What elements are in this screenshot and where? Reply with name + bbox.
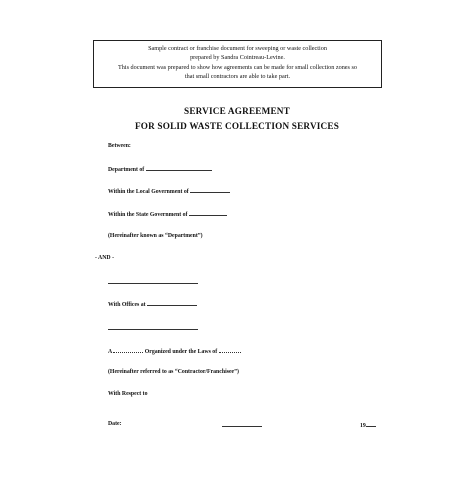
state-government-blank[interactable]	[189, 210, 227, 216]
date-blank-line	[222, 421, 262, 429]
date-label: Date:	[108, 421, 122, 427]
organized-under-field: A Organized under the Laws of	[108, 347, 241, 355]
hereinafter-department-text: (Hereinafter known as “Department”)	[108, 233, 203, 239]
with-respect-to-label: With Respect to	[108, 391, 148, 397]
hereinafter-contractor-text: (Hereinafter referred to as “Contractor/Franchisee”)	[108, 369, 239, 375]
state-government-field: Within the State Government of	[108, 210, 227, 218]
year-blank[interactable]	[366, 421, 376, 427]
placeholder-blank-line-2	[108, 324, 198, 332]
local-government-field: Within the Local Government of	[108, 187, 230, 195]
notice-line-2: prepared by Sandra Cointreau-Levine.	[190, 54, 285, 62]
name-blank[interactable]	[108, 278, 198, 284]
entity-type-blank[interactable]	[113, 347, 143, 353]
and-separator: - AND -	[95, 255, 114, 261]
department-blank[interactable]	[146, 165, 212, 171]
address-blank[interactable]	[108, 324, 198, 330]
document-subtitle: FOR SOLID WASTE COLLECTION SERVICES	[134, 121, 340, 131]
notice-box	[93, 40, 382, 88]
local-government-blank[interactable]	[190, 187, 230, 193]
department-of-field: Department of	[108, 165, 212, 173]
year-field: 19	[360, 421, 376, 429]
notice-line-4: that small contractors are able to take part.	[184, 73, 291, 81]
offices-blank[interactable]	[147, 300, 197, 306]
placeholder-blank-line	[108, 278, 198, 286]
notice-line-3: This document was prepared to show how agreements can be made for small collection zones so	[117, 63, 357, 71]
date-blank[interactable]	[222, 421, 262, 427]
offices-at-field: With Offices at	[108, 300, 197, 308]
between-label: Between:	[108, 143, 131, 149]
notice-line-1: Sample contract or franchise document for sweeping or waste collection	[148, 45, 327, 52]
laws-of-blank[interactable]	[219, 347, 241, 353]
document-title: SERVICE AGREEMENT	[184, 106, 290, 116]
